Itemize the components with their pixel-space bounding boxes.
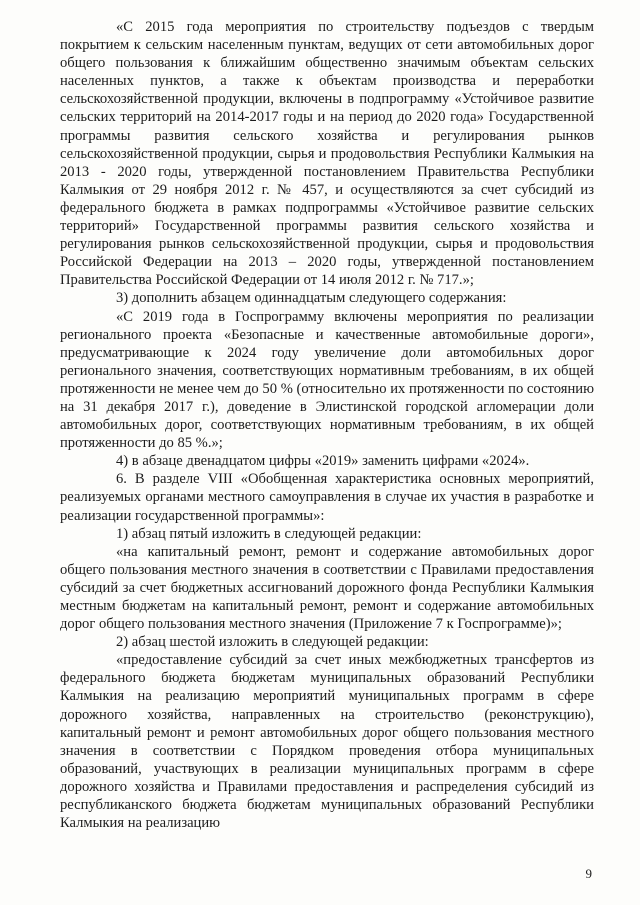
paragraph-regional-project: «С 2019 года в Госпрограмму включены мероприятия по реализации регионального проекта «Безопасные и качественные автомобильные дороги», предусматривающие к 2024 году увеличение доли автомобильных дорог регионального значения, соответствующих нормативным требованиям, в их общей протяженности не менее чем до 50 % (относительно их протяженности по состоянию на 31 декабря 2017 г.), доведение в Элистинской городской агломерации доли автомобильных дорог, соответствующих нормативным требованиям, в их общей протяженности до 85 %.»;: [60, 308, 594, 452]
paragraph-section-8-item-2: 2) абзац шестой изложить в следующей редакции:: [116, 634, 429, 651]
paragraph-section-8-item-1: 1) абзац пятый изложить в следующей редакции:: [116, 525, 422, 542]
paragraph-item-3: 3) дополнить абзацем одиннадцатым следующего содержания:: [116, 290, 507, 307]
paragraph-rural-roads-program: «С 2015 года мероприятия по строительству подъездов с твердым покрытием к сельским населенным пунктам, ведущих от сети автомобильных дорог общего пользования к ближайшим общественно значимым объектам сельских населенных пунктов, а также к объектам производства и переработки сельскохозяйственной продукции, включены в подпрограмму «Устойчивое развитие сельских территорий на 2014-2017 годы и на период до 2020 года» Государственной программы развития сельского хозяйства и регулирования рынков сельскохозяйственной продукции, сырья и продовольствия Республики Калмыкия на 2013 - 2020 годы, утвержденной постановлением Правительства Республики Калмыкия от 29 ноября 2012 г. № 457, и осуществляются за счет субсидий из федерального бюджета в рамках подпрограммы «Устойчивое развитие сельских территорий» Государственной программы развития сельского хозяйства и регулирования рынков сельскохозяйственной продукции, сырья и продовольствия Российской Федерации на 2013 – 2020 годы, утвержденной постановлением Правительства Российской Федерации от 14 июля 2012 г. № 717.»;: [60, 19, 594, 289]
page-number: 9: [585, 866, 592, 881]
paragraph-section-8: 6. В разделе VIII «Обобщенная характеристика основных мероприятий, реализуемых органами местного самоуправления в случае их участия в разработке и реализации государственной программы»:: [60, 471, 594, 524]
paragraph-capital-repair: «на капитальный ремонт, ремонт и содержание автомобильных дорог общего пользования местного значения в соответствии с Правилами предоставления субсидий за счет бюджетных ассигнований дорожного фонда Республики Калмыкия местным бюджетам на капитальный ремонт, ремонт и содержание автомобильных дорог общего пользования местного значения (Приложение 7 к Госпрограмме)»;: [60, 543, 594, 633]
paragraph-subsidies: «предоставление субсидий за счет иных межбюджетных трансфертов из федерального бюджета бюджетам муниципальных образований Республики Калмыкия на реализацию мероприятий муниципальных программ в сфере дорожного хозяйства, направленных на строительство (реконструкцию), капитальный ремонт и ремонт автомобильных дорог общего пользования местного значения в соответствии с Порядком проведения отбора муниципальных образований, участвующих в реализации муниципальных программ в сфере дорожного хозяйства и Правилами предоставления и распределения субсидий из республиканского бюджета бюджетам муниципальных образований Республики Калмыкия на реализацию: [60, 652, 594, 832]
paragraph-item-4: 4) в абзаце двенадцатом цифры «2019» заменить цифрами «2024».: [116, 453, 530, 470]
